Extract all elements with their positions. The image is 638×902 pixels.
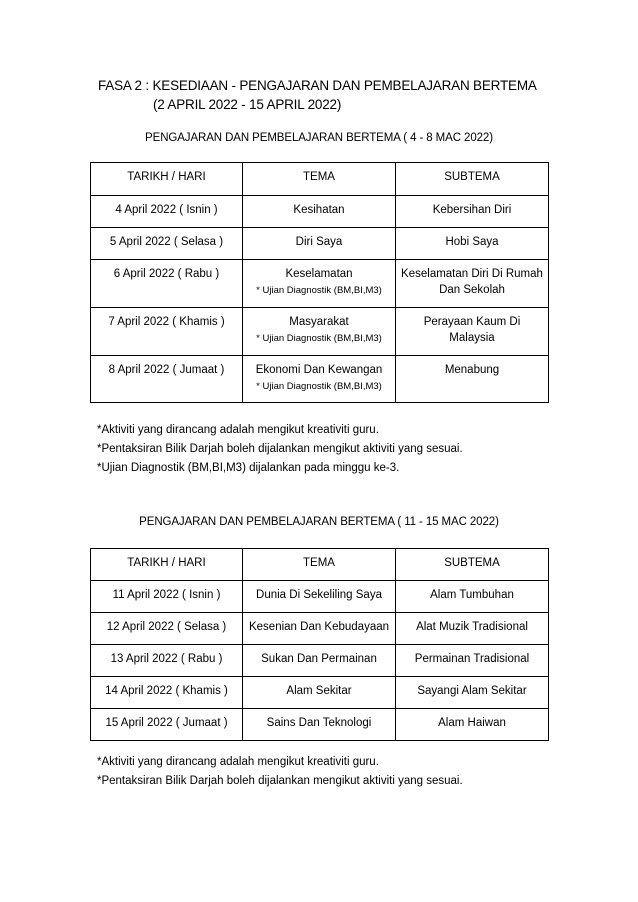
cell-tema: Sains Dan Teknologi [243,709,396,741]
cell-tema [243,260,396,308]
header-tarikh: TARIKH / HARI [91,163,243,196]
cell-subtema: Alam Haiwan [396,709,549,741]
cell-date: 5 April 2022 ( Selasa ) [91,228,243,260]
section1-caption: PENGAJARAN DAN PEMBELAJARAN BERTEMA ( 4 - 8 MAC 2022) [145,132,493,144]
cell-subtema: Permainan Tradisional [396,645,549,677]
tema-text: Keselamatan [285,268,353,280]
note-line: *Ujian Diagnostik (BM,BI,M3) dijalankan pada minggu ke-3. [97,462,400,474]
cell-date: 6 April 2022 ( Rabu ) [91,260,243,308]
title-line-1: FASA 2 : KESEDIAAN - PENGAJARAN DAN PEMBELAJARAN BERTEMA [98,78,537,93]
cell-subtema: Menabung [396,356,549,403]
cell-date: 11 April 2022 ( Isnin ) [91,581,243,613]
header-subtema: SUBTEMA [396,549,549,581]
table-row [91,260,549,308]
tema-note: * Ujian Diagnostik (BM,BI,M3) [256,333,382,344]
cell-date: 8 April 2022 ( Jumaat ) [91,356,243,403]
header-tema: TEMA [243,163,396,196]
note-line: *Pentaksiran Bilik Darjah boleh dijalankan mengikut aktiviti yang sesuai. [97,775,463,787]
cell-subtema: Kebersihan Diri [396,196,549,228]
cell-date: 7 April 2022 ( Khamis ) [91,308,243,356]
table-header-row [91,549,549,581]
table-row [91,228,549,260]
cell-date: 12 April 2022 ( Selasa ) [91,613,243,645]
table-row [91,356,549,403]
note-line: *Pentaksiran Bilik Darjah boleh dijalankan mengikut aktiviti yang sesuai. [97,443,463,455]
table-row [91,709,549,741]
cell-tema [243,356,396,403]
cell-subtema: Hobi Saya [396,228,549,260]
tema-text: Masyarakat [289,316,349,328]
tema-text: Ekonomi Dan Kewangan [255,364,383,376]
note-line: *Aktiviti yang dirancang adalah mengikut kreativiti guru. [97,424,379,436]
tema-text: Kesihatan [293,204,345,216]
cell-date: 4 April 2022 ( Isnin ) [91,196,243,228]
tema-note: * Ujian Diagnostik (BM,BI,M3) [256,285,382,296]
tema-note: * Ujian Diagnostik (BM,BI,M3) [256,381,382,392]
table-row [91,613,549,645]
section2-table [90,548,549,741]
section2-notes [97,753,463,791]
table-row [91,308,549,356]
header-tema: TEMA [243,549,396,581]
cell-date: 15 April 2022 ( Jumaat ) [91,709,243,741]
tema-text: Diri Saya [295,236,343,248]
header-tarikh: TARIKH / HARI [91,549,243,581]
cell-subtema: Alat Muzik Tradisional [396,613,549,645]
note-line: *Aktiviti yang dirancang adalah mengikut kreativiti guru. [97,756,379,768]
cell-date: 13 April 2022 ( Rabu ) [91,645,243,677]
cell-tema: Dunia Di Sekeliling Saya [243,581,396,613]
cell-tema: Sukan Dan Permainan [243,645,396,677]
cell-tema [243,196,396,228]
table-header-row [91,163,549,196]
section1-notes [97,421,463,478]
table-row [91,677,549,709]
table-row [91,196,549,228]
cell-subtema: Perayaan Kaum Di Malaysia [396,308,549,356]
cell-tema: Alam Sekitar [243,677,396,709]
cell-date: 14 April 2022 ( Khamis ) [91,677,243,709]
cell-tema: Kesenian Dan Kebudayaan [243,613,396,645]
header-subtema: SUBTEMA [396,163,549,196]
cell-subtema: Alam Tumbuhan [396,581,549,613]
table-row [91,645,549,677]
cell-subtema: Keselamatan Diri Di Rumah Dan Sekolah [396,260,549,308]
document-title [98,76,537,114]
section1-table [90,162,549,403]
cell-tema [243,308,396,356]
cell-tema [243,228,396,260]
section2-caption: PENGAJARAN DAN PEMBELAJARAN BERTEMA ( 11 - 15 MAC 2022) [139,516,499,528]
table-row [91,581,549,613]
title-line-2: (2 APRIL 2022 - 15 APRIL 2022) [153,97,342,112]
cell-subtema: Sayangi Alam Sekitar [396,677,549,709]
